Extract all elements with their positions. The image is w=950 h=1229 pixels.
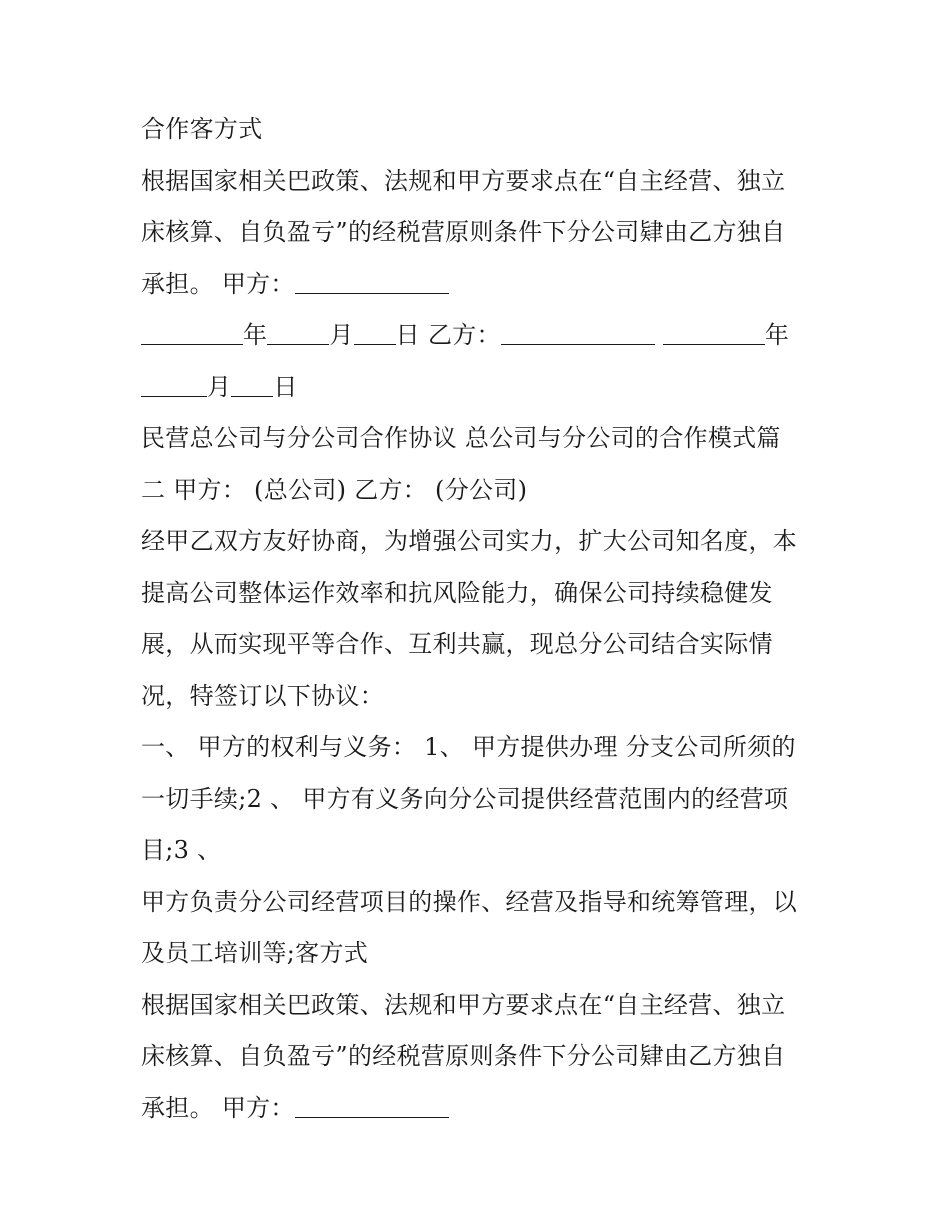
text-line: 展，从而实现平等合作、互利共赢，现总分公司结合实际情 xyxy=(141,630,773,658)
text-line: 经甲乙双方友好协商，为增强公司实力，扩大公司知名度，本 xyxy=(141,527,798,555)
text-line: 根据国家相关巴政策、法规和甲方要求点在“自主经营、独立 xyxy=(141,990,786,1019)
party-a-label: 承担。 甲方： xyxy=(141,269,295,298)
text-line-party-a xyxy=(141,1083,831,1135)
day-label: 日 xyxy=(395,321,420,349)
party-a-label: 承担。 甲方： xyxy=(141,1093,295,1122)
text-line: 目;3 、 xyxy=(141,836,222,864)
date-line xyxy=(141,362,831,414)
text-line: 一、 甲方的权利与义务： 1、 甲方提供办理 分支公司所须的 xyxy=(141,733,796,761)
text-line: 况，特签订以下协议： xyxy=(141,681,384,710)
text-line: 及员工培训等;客方式 xyxy=(141,939,369,967)
text-line: 合作客方式 xyxy=(141,115,263,143)
text-line: 提高公司整体运作效率和抗风险能力，确保公司持续稳健发 xyxy=(141,578,773,607)
month-label: 月 xyxy=(329,321,354,349)
month-label: 月 xyxy=(207,372,232,401)
day-blank xyxy=(354,314,396,345)
party-b-signature-blank xyxy=(501,314,655,345)
text-line: 民营总公司与分公司合作协议 总公司与分公司的合作模式篇 xyxy=(141,424,781,452)
text-line: 甲方负责分公司经营项目的操作、经营及指导和统筹管理，以 xyxy=(141,887,798,916)
party-a-signature-blank xyxy=(295,263,449,294)
day-label: 日 xyxy=(273,372,298,401)
month-blank xyxy=(267,314,329,345)
month-blank xyxy=(141,366,207,397)
year-label: 年 xyxy=(764,321,790,349)
party-a-signature-blank xyxy=(295,1087,449,1118)
year-label: 年 xyxy=(243,321,268,349)
year-blank xyxy=(141,314,243,345)
text-line-party-a xyxy=(141,259,831,311)
text-line: 二 甲方： (总公司) 乙方： (分公司) xyxy=(141,475,528,504)
text-line: 根据国家相关巴政策、法规和甲方要求点在“自主经营、独立 xyxy=(141,166,786,195)
text-line: 床核算、自负盈亏”的经税营原则条件下分公司肄由乙方独自 xyxy=(141,1042,786,1070)
year-blank xyxy=(663,314,765,345)
date-and-party-b-line xyxy=(141,310,831,362)
document-body xyxy=(141,104,831,1134)
text-line: 床核算、自负盈亏”的经税营原则条件下分公司肄由乙方独自 xyxy=(141,218,786,246)
text-line: 一切手续;2 、 甲方有义务向分公司提供经营范围内的经营项 xyxy=(141,784,789,813)
party-b-label: 乙方： xyxy=(427,321,501,349)
day-blank xyxy=(231,366,273,397)
